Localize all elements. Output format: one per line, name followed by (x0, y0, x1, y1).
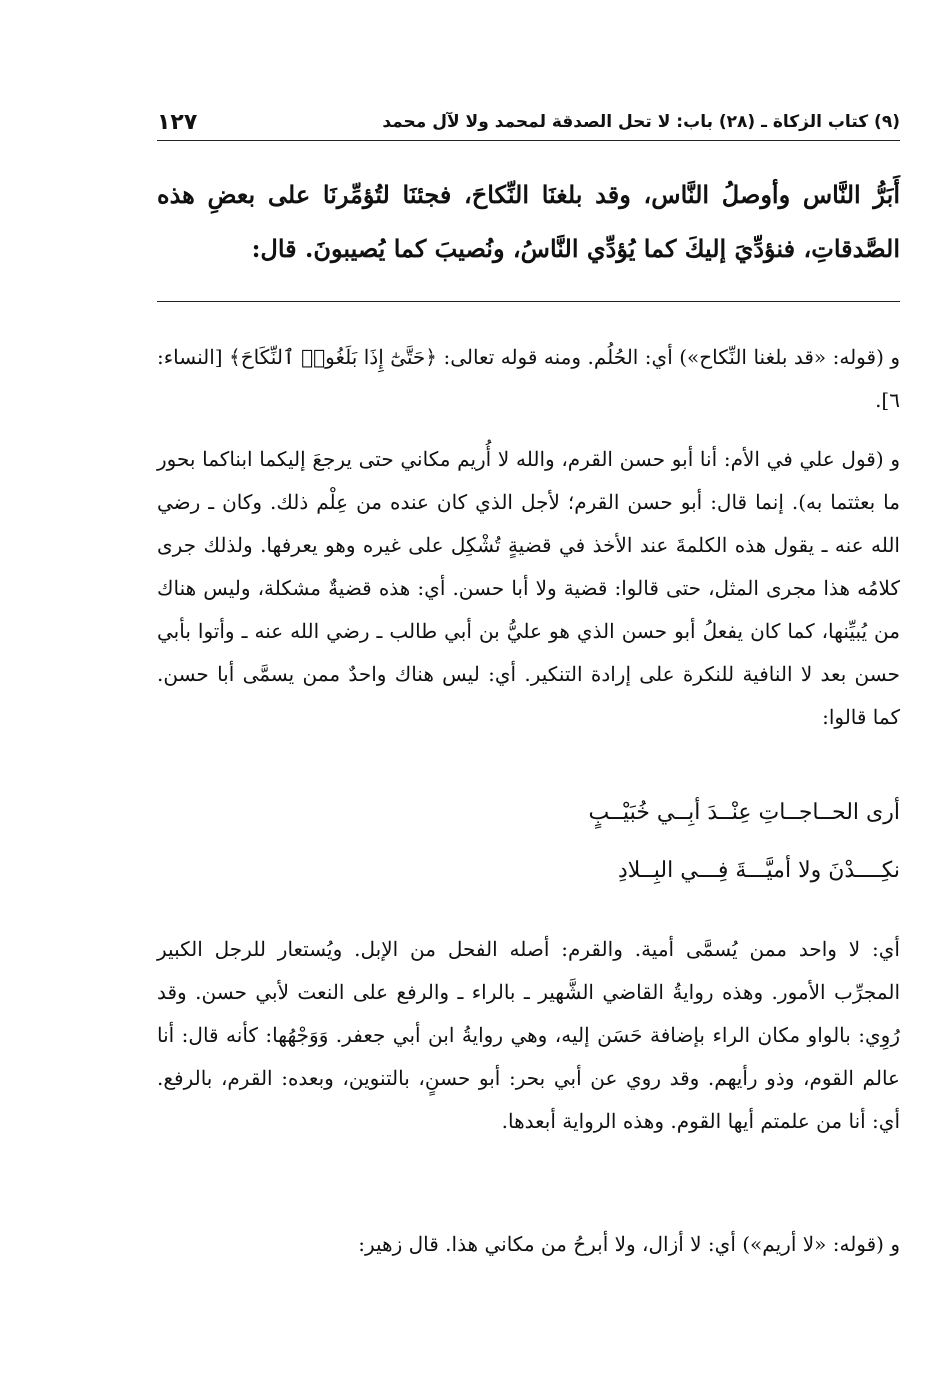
header-divider (157, 140, 900, 141)
commentary-paragraph-3: أي: لا واحد ممن يُسمَّى أمية. والقرم: أصله الفحل من الإبل. ويُستعار للرجل الكبير المجرِّب الأمور. وهذه روايةُ القاضي الشَّهير ـ بالراء ـ والرفع على النعت لأبي حسن. وقد رُوِي: بالواو مكان الراء بإضافة حَسَن إليه، وهي روايةُ ابن أبي جعفر. وَوَجْهُها: كأنه قال: أنا عالم القوم، وذو رأيهم. وقد روي عن أبي بحر: أبو حسنٍ، بالتنوين، وبعده: القرم، بالرفع. أي: أنا من علمتم أيها القوم. وهذه الرواية أبعدها. (157, 937, 900, 1133)
page-number: ١٢٧ (157, 109, 198, 135)
poem-verse-2: نكِــــدْنَ ولا أميَّـــةَ فِـــي البِــلادِ (617, 858, 900, 883)
section-divider (157, 301, 900, 302)
commentary-paragraph-2: و (قول علي في الأم: أنا أبو حسن القرم، والله لا أُريم مكاني حتى يرجعَ إليكما ابناكما بحور ما بعثتما به). إنما قال: أبو حسن القرم؛ لأجل الذي كان عنده من عِلْم ذلك. وكان ـ رضي الله عنه ـ يقول هذه الكلمةَ عند الأخذ في قضيةٍ تُشْكِل على غيره وهو يعرفها. ولذلك جرى كلامُه هذا مجرى المثل، حتى قالوا: قضية ولا أبا حسن. أي: هذه قضيةٌ مشكلة، وليس هناك من يُبيِّنها، كما كان يفعلُ أبو حسن الذي هو عليُّ بن أبي طالب ـ رضي الله عنه ـ وأتوا بأبي حسن بعد لا النافية للنكرة على إرادة التنكير. أي: ليس هناك واحدٌ ممن يسمَّى أبا حسن. كما قالوا: (157, 447, 900, 729)
commentary-paragraph-4: و (قوله: «لا أريم») أي: لا أزال، ولا أبرحُ من مكاني هذا. قال زهير: (358, 1232, 900, 1256)
poem-verse-1: أرى الحــاجــاتِ عِنْــدَ أبِــي خُبَيْــبٍ (588, 800, 900, 825)
running-title: (٩) كتاب الزكاة ـ (٢٨) باب: لا تحل الصدقة لمحمد ولا لآل محمد (382, 112, 900, 132)
hadith-text: أَبَرُّ النَّاس وأوصلُ النَّاس، وقد بلغنَا النِّكاحَ، فجئنَا لتُؤمِّرنَا على بعضِ هذه الصَّدقاتِ، فنؤدِّيَ إليكَ كما يُؤدِّي النَّاسُ، ونُصيبَ كما يُصيبونَ. قال: (157, 180, 900, 263)
commentary-paragraph-1: و (قوله: «قد بلغنا النِّكاح») أي: الحُلُم. ومنه قوله تعالى: ﴿حَتَّىٰٓ إِذَا بَلَغُوا۟ ٱلنِّكَاحَ﴾ [النساء: ٦]. (157, 345, 900, 412)
page-header (157, 106, 900, 138)
